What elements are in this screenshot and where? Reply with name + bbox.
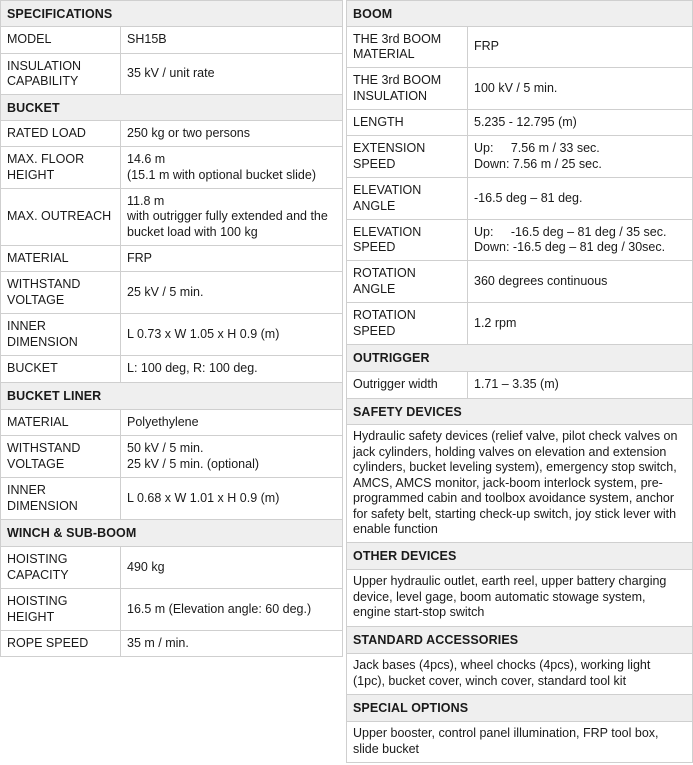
row-label: ELEVATION ANGLE	[347, 178, 468, 219]
other-devices-text: Upper hydraulic outlet, earth reel, upper battery charging device, level gage, boom automatic stowage system, engine start-stop switch	[346, 570, 693, 627]
row-label: INSULATION CAPABILITY	[1, 54, 121, 94]
row-label: ROTATION SPEED	[347, 303, 468, 344]
boom-row-elevation-speed	[346, 220, 693, 261]
row-label: MATERIAL	[1, 410, 121, 435]
row-label: WITHSTAND VOLTAGE	[1, 272, 121, 313]
boom-row-elevation-angle	[346, 178, 693, 220]
winch-row-capacity	[0, 547, 343, 589]
row-value: 35 m / min.	[127, 635, 189, 650]
row-label: ELEVATION SPEED	[347, 220, 468, 260]
row-value: 490 kg	[127, 559, 165, 574]
row-value: Polyethylene	[127, 414, 199, 429]
section-header-winch: WINCH & SUB-BOOM	[0, 520, 343, 547]
row-value: 16.5 m (Elevation angle: 60 deg.)	[127, 601, 312, 616]
row-label: MODEL	[1, 27, 121, 53]
row-value: 50 kV / 5 min. 25 kV / 5 min. (optional)	[127, 441, 260, 471]
row-label: ROTATION ANGLE	[347, 261, 468, 302]
boom-row-length	[346, 110, 693, 136]
row-label: EXTENSION SPEED	[347, 136, 468, 177]
special-options-text: Upper booster, control panel illumination, FRP tool box, slide bucket	[346, 722, 693, 763]
row-value: 360 degrees continuous	[474, 273, 608, 288]
winch-row-rope-speed	[0, 631, 343, 657]
row-value: 100 kV / 5 min.	[474, 80, 558, 95]
bucket-row-rated-load	[0, 121, 343, 147]
bucket-row-outreach	[0, 189, 343, 246]
row-label: WITHSTAND VOLTAGE	[1, 436, 121, 477]
row-value: 11.8 m with outrigger fully extended and the bucket load with 100 kg	[127, 193, 328, 239]
section-header-specifications: SPECIFICATIONS	[0, 0, 343, 27]
winch-row-height	[0, 589, 343, 631]
row-value: FRP	[127, 250, 152, 265]
row-label: MAX. FLOOR HEIGHT	[1, 147, 121, 188]
bucket-row-inner-dimension	[0, 314, 343, 356]
row-value: 14.6 m (15.1 m with optional bucket slide)	[127, 152, 316, 182]
spec-row-model	[0, 27, 343, 54]
row-label: THE 3rd BOOM INSULATION	[347, 68, 468, 109]
row-value: 5.235 - 12.795 (m)	[474, 114, 577, 129]
spec-row-insulation	[0, 54, 343, 95]
safety-devices-text: Hydraulic safety devices (relief valve, pilot check valves on jack cylinders, holding valves on elevation and extension cylinders, bucket leveling system), emergency stop switch, AMCS, AMCS monitor, jack-boom interlock system, pre- programmed cabin and toolbox avoidance system, anchor for safety belt, starting check-up switch, joy stick lever with enable function	[346, 425, 693, 543]
row-value: 1.71 – 3.35 (m)	[474, 377, 559, 392]
row-label: Outrigger width	[347, 372, 468, 398]
row-label: BUCKET	[1, 356, 121, 382]
section-header-bucket: BUCKET	[0, 95, 343, 121]
liner-row-inner-dimension	[0, 478, 343, 520]
section-header-special-options: SPECIAL OPTIONS	[346, 695, 693, 722]
section-header-other-devices: OTHER DEVICES	[346, 543, 693, 570]
row-label: MAX. OUTREACH	[1, 189, 121, 245]
right-spec-column	[346, 0, 693, 763]
section-header-standard-accessories: STANDARD ACCESSORIES	[346, 627, 693, 654]
row-label: MATERIAL	[1, 246, 121, 271]
left-spec-column	[0, 0, 343, 657]
bucket-row-bucket	[0, 356, 343, 383]
section-header-outrigger: OUTRIGGER	[346, 345, 693, 372]
boom-row-rotation-angle	[346, 261, 693, 303]
row-value: FRP	[474, 39, 499, 54]
outrigger-row-width	[346, 372, 693, 399]
row-label: THE 3rd BOOM MATERIAL	[347, 27, 468, 67]
bucket-row-withstand	[0, 272, 343, 314]
boom-row-material	[346, 27, 693, 68]
row-label: INNER DIMENSION	[1, 314, 121, 355]
row-value: L 0.73 x W 1.05 x H 0.9 (m)	[127, 326, 280, 341]
row-label: LENGTH	[347, 110, 468, 135]
row-value: 25 kV / 5 min.	[127, 284, 204, 299]
row-value: L 0.68 x W 1.01 x H 0.9 (m)	[127, 490, 280, 505]
section-header-safety-devices: SAFETY DEVICES	[346, 399, 693, 425]
boom-row-rotation-speed	[346, 303, 693, 345]
row-label: HOISTING CAPACITY	[1, 547, 121, 588]
row-label: HOISTING HEIGHT	[1, 589, 121, 630]
row-value: 250 kg or two persons	[127, 125, 250, 140]
boom-row-insulation	[346, 68, 693, 110]
bucket-row-material	[0, 246, 343, 272]
row-value: 1.2 rpm	[474, 315, 517, 330]
liner-row-material	[0, 410, 343, 436]
bucket-row-floor-height	[0, 147, 343, 189]
standard-accessories-text: Jack bases (4pcs), wheel chocks (4pcs), working light (1pc), bucket cover, winch cover, standard tool kit	[346, 654, 693, 695]
row-label: ROPE SPEED	[1, 631, 121, 656]
row-value: -16.5 deg – 81 deg.	[474, 190, 583, 205]
row-value: Up: -16.5 deg – 81 deg / 35 sec. Down: -16.5 deg – 81 deg / 30sec.	[474, 224, 667, 254]
row-label: INNER DIMENSION	[1, 478, 121, 519]
liner-row-withstand	[0, 436, 343, 478]
row-value: Up: 7.56 m / 33 sec. Down: 7.56 m / 25 sec.	[474, 141, 602, 171]
section-header-bucket-liner: BUCKET LINER	[0, 383, 343, 410]
boom-row-extension-speed	[346, 136, 693, 178]
section-header-boom: BOOM	[346, 0, 693, 27]
row-value: L: 100 deg, R: 100 deg.	[127, 361, 258, 376]
row-label: RATED LOAD	[1, 121, 121, 146]
row-value: SH15B	[127, 32, 167, 47]
row-value: 35 kV / unit rate	[127, 66, 215, 81]
